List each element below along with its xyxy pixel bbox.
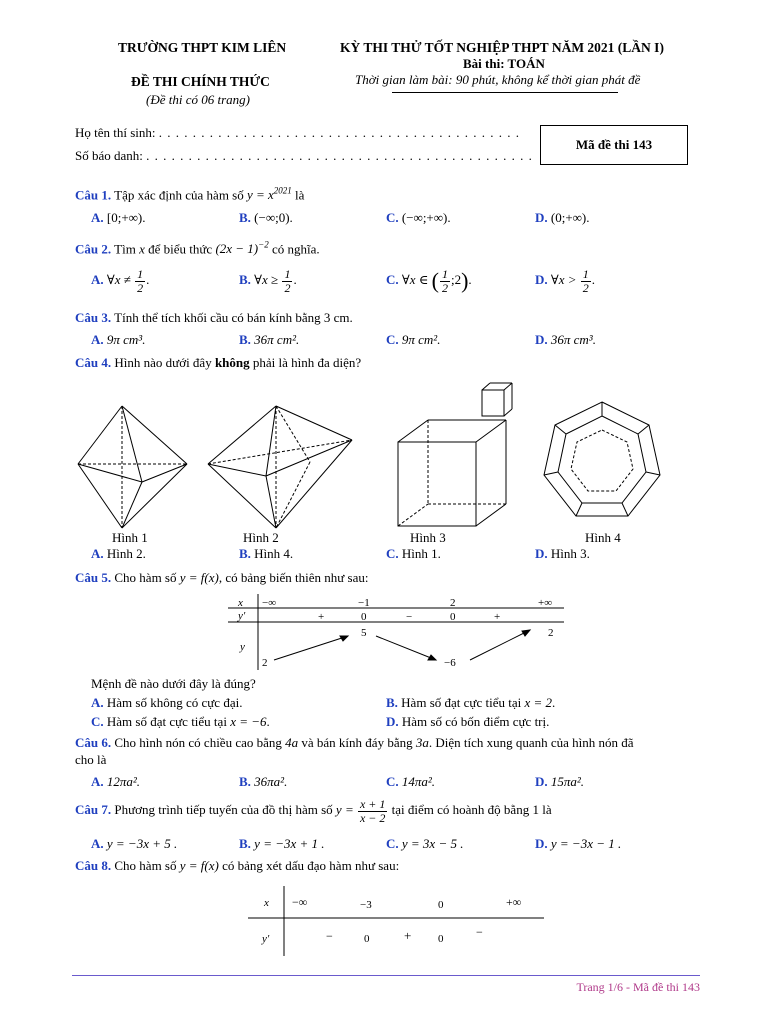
- q8-label: Câu 8.: [75, 858, 112, 873]
- candidate-id-line: [75, 148, 533, 164]
- q6-label: Câu 6.: [75, 735, 112, 750]
- q5-option-d[interactable]: D. Hàm số có bốn điểm cực trị.: [386, 714, 550, 729]
- vt-y-3: 2: [548, 627, 554, 639]
- q1-option-c[interactable]: C. (−∞;+∞).: [386, 210, 451, 225]
- q4-label: Câu 4.: [75, 355, 112, 370]
- st-sign-2: +: [404, 928, 412, 943]
- st-x-2: 0: [438, 899, 444, 911]
- vt-x-1: −1: [358, 597, 370, 609]
- q2-option-c[interactable]: C. ∀x ∈ ( $\frac{1}{2}$ ;2).: [386, 267, 472, 295]
- figure-4-caption: Hình 4: [585, 530, 621, 545]
- q1-option-d[interactable]: D. (0;+∞).: [535, 210, 590, 225]
- vt-sign-3: 0: [450, 611, 456, 623]
- q1-function: $y = x^{2021}$: [246, 186, 292, 203]
- candidate-name-line: [75, 125, 520, 141]
- variation-table: [228, 594, 564, 670]
- figure-4-dodecahedron: [544, 402, 660, 516]
- q7-option-d[interactable]: D. y = −3x − 1 .: [535, 836, 622, 851]
- q4-option-c[interactable]: C. Hình 1.: [386, 546, 441, 561]
- q3-option-c[interactable]: C. 9π cm².: [386, 332, 441, 347]
- q7-option-b[interactable]: B. y = −3x + 1 .: [239, 836, 325, 851]
- q2-option-a[interactable]: A. ∀x ≠ $\frac{1}{2}$ .: [91, 267, 150, 295]
- header-underline: [392, 92, 618, 93]
- vt-yp-label: y′: [238, 610, 246, 622]
- official-label: ĐỀ THI CHÍNH THỨC: [131, 74, 270, 89]
- st-sign-0: −: [326, 929, 333, 943]
- q1-text: Tập xác định của hàm số: [114, 187, 244, 203]
- q1-option-a[interactable]: A. [0;+∞).: [91, 210, 146, 225]
- q2-label: Câu 2.: [75, 241, 112, 257]
- question-5: Câu 5. Cho hàm số y = f(x), có bảng biến thiên như sau:: [75, 570, 369, 585]
- q4-option-a[interactable]: A. Hình 2.: [91, 546, 146, 561]
- footer-line: [72, 975, 700, 976]
- question-3: [75, 310, 353, 326]
- st-x-0: −∞: [292, 895, 308, 909]
- vt-sign-4: +: [494, 611, 501, 623]
- time-note: Thời gian làm bài: 90 phút, không kể thời gian phát đề: [355, 72, 641, 87]
- q5-option-a[interactable]: A. Hàm số không có cực đại.: [91, 695, 243, 710]
- q3-option-a[interactable]: A. 9π cm³.: [91, 332, 146, 347]
- q6-text-cont: cho là: [75, 752, 107, 767]
- question-2: Câu 2. Tìm x để biểu thức $(2x - 1)^{-2}$ có nghĩa.: [75, 240, 320, 257]
- q7-option-a[interactable]: A. y = −3x + 5 .: [91, 836, 178, 851]
- candidate-id-dots: . . . . . . . . . . . . . . . . . . . . . . . . . . . . . . . . . . . . . . . . . . . . . .: [146, 148, 533, 163]
- q2-option-b[interactable]: B. ∀x ≥ $\frac{1}{2}$ .: [239, 267, 297, 295]
- q1-text-end: là: [295, 187, 305, 203]
- st-sign-4: −: [476, 925, 483, 939]
- vt-y-0: 2: [262, 657, 268, 669]
- polyhedra-figures: [70, 378, 710, 533]
- figure-2-polyhedron: [208, 406, 352, 528]
- vt-x-3: +∞: [538, 597, 553, 609]
- question-7: Câu 7. Phương trình tiếp tuyến của đồ thị hàm số y = $\frac{x + 1}{x - 2}$ tại điểm có hoành độ bằng 1 là: [75, 797, 552, 825]
- figure-2-caption: Hình 2: [243, 530, 279, 545]
- q3-option-b[interactable]: B. 36π cm².: [239, 332, 300, 347]
- question-8: Câu 8. Cho hàm số y = f(x) có bảng xét dấu đạo hàm như sau:: [75, 858, 400, 873]
- question-1: [75, 186, 304, 203]
- figure-1-caption: Hình 1: [112, 530, 148, 545]
- q6-option-c[interactable]: C. 14πa².: [386, 774, 436, 789]
- q6-option-b[interactable]: B. 36πa².: [239, 774, 288, 789]
- st-x-label: x: [264, 897, 269, 909]
- exam-title: KỲ THI THỬ TỐT NGHIỆP THPT NĂM 2021 (LẦN I): [340, 40, 664, 55]
- school-name: TRƯỜNG THPT KIM LIÊN: [118, 40, 287, 55]
- page-footer: Trang 1/6 - Mã đề thi 143: [576, 980, 700, 994]
- question-4: Câu 4. Hình nào dưới đây không phải là hình đa diện?: [75, 355, 362, 370]
- q3-option-d[interactable]: D. 36π cm³.: [535, 332, 596, 347]
- candidate-id-label: Số báo danh:: [75, 148, 143, 163]
- figure-1-bipyramid: [78, 406, 187, 528]
- st-x-3: +∞: [506, 895, 522, 909]
- q2-expression: $(2x - 1)^{-2}$: [215, 240, 269, 257]
- vt-x-0: −∞: [262, 597, 277, 609]
- st-yp-label: y′: [262, 933, 270, 945]
- pages-note: (Đề thi có 06 trang): [146, 92, 250, 107]
- q2-option-d[interactable]: D. ∀x > $\frac{1}{2}$ .: [535, 267, 596, 295]
- vt-sign-2: −: [406, 611, 413, 623]
- question-6: Câu 6. Cho hình nón có chiều cao bằng 4a và bán kính đáy bằng 3a. Diện tích xung quanh của hình nón đã: [75, 735, 634, 750]
- figure-3-caption: Hình 3: [410, 530, 446, 545]
- candidate-name-dots: . . . . . . . . . . . . . . . . . . . . . . . . . . . . . . . . . . . . . . . . . . .: [158, 125, 521, 140]
- exam-code-box: Mã đề thi 143: [540, 125, 688, 165]
- figure-3-cubes: [398, 383, 512, 526]
- vt-y-label: y: [240, 641, 245, 653]
- vt-arrows: [274, 630, 530, 660]
- q5-question: Mệnh đề nào dưới đây là đúng?: [91, 676, 256, 691]
- q4-option-b[interactable]: B. Hình 4.: [239, 546, 294, 561]
- q6-option-d[interactable]: D. 15πa².: [535, 774, 585, 789]
- vt-x-label: x: [238, 597, 243, 609]
- q5-label: Câu 5.: [75, 570, 112, 585]
- q3-text: Tính thể tích khối cầu có bán kính bằng 3 cm.: [114, 310, 353, 325]
- st-sign-1: 0: [364, 933, 370, 945]
- vt-x-2: 2: [450, 597, 456, 609]
- subject: Bài thi: TOÁN: [463, 56, 545, 71]
- st-x-1: −3: [360, 899, 372, 911]
- q4-option-d[interactable]: D. Hình 3.: [535, 546, 590, 561]
- st-sign-3: 0: [438, 933, 444, 945]
- q1-option-b[interactable]: B. (−∞;0).: [239, 210, 293, 225]
- vt-y-2: −6: [444, 657, 456, 669]
- q5-option-b[interactable]: B. Hàm số đạt cực tiểu tại x = 2.: [386, 695, 556, 710]
- q5-option-c[interactable]: C. Hàm số đạt cực tiểu tại x = −6.: [91, 714, 270, 729]
- q6-option-a[interactable]: A. 12πa².: [91, 774, 141, 789]
- vt-y-1: 5: [361, 627, 367, 639]
- vt-sign-1: 0: [361, 611, 367, 623]
- q7-option-c[interactable]: C. y = 3x − 5 .: [386, 836, 464, 851]
- candidate-name-label: Họ tên thí sinh:: [75, 125, 156, 140]
- q3-label: Câu 3.: [75, 310, 112, 325]
- vt-sign-0: +: [318, 611, 325, 623]
- sign-table: [248, 886, 544, 956]
- q7-label: Câu 7.: [75, 802, 112, 818]
- q1-label: Câu 1.: [75, 187, 112, 203]
